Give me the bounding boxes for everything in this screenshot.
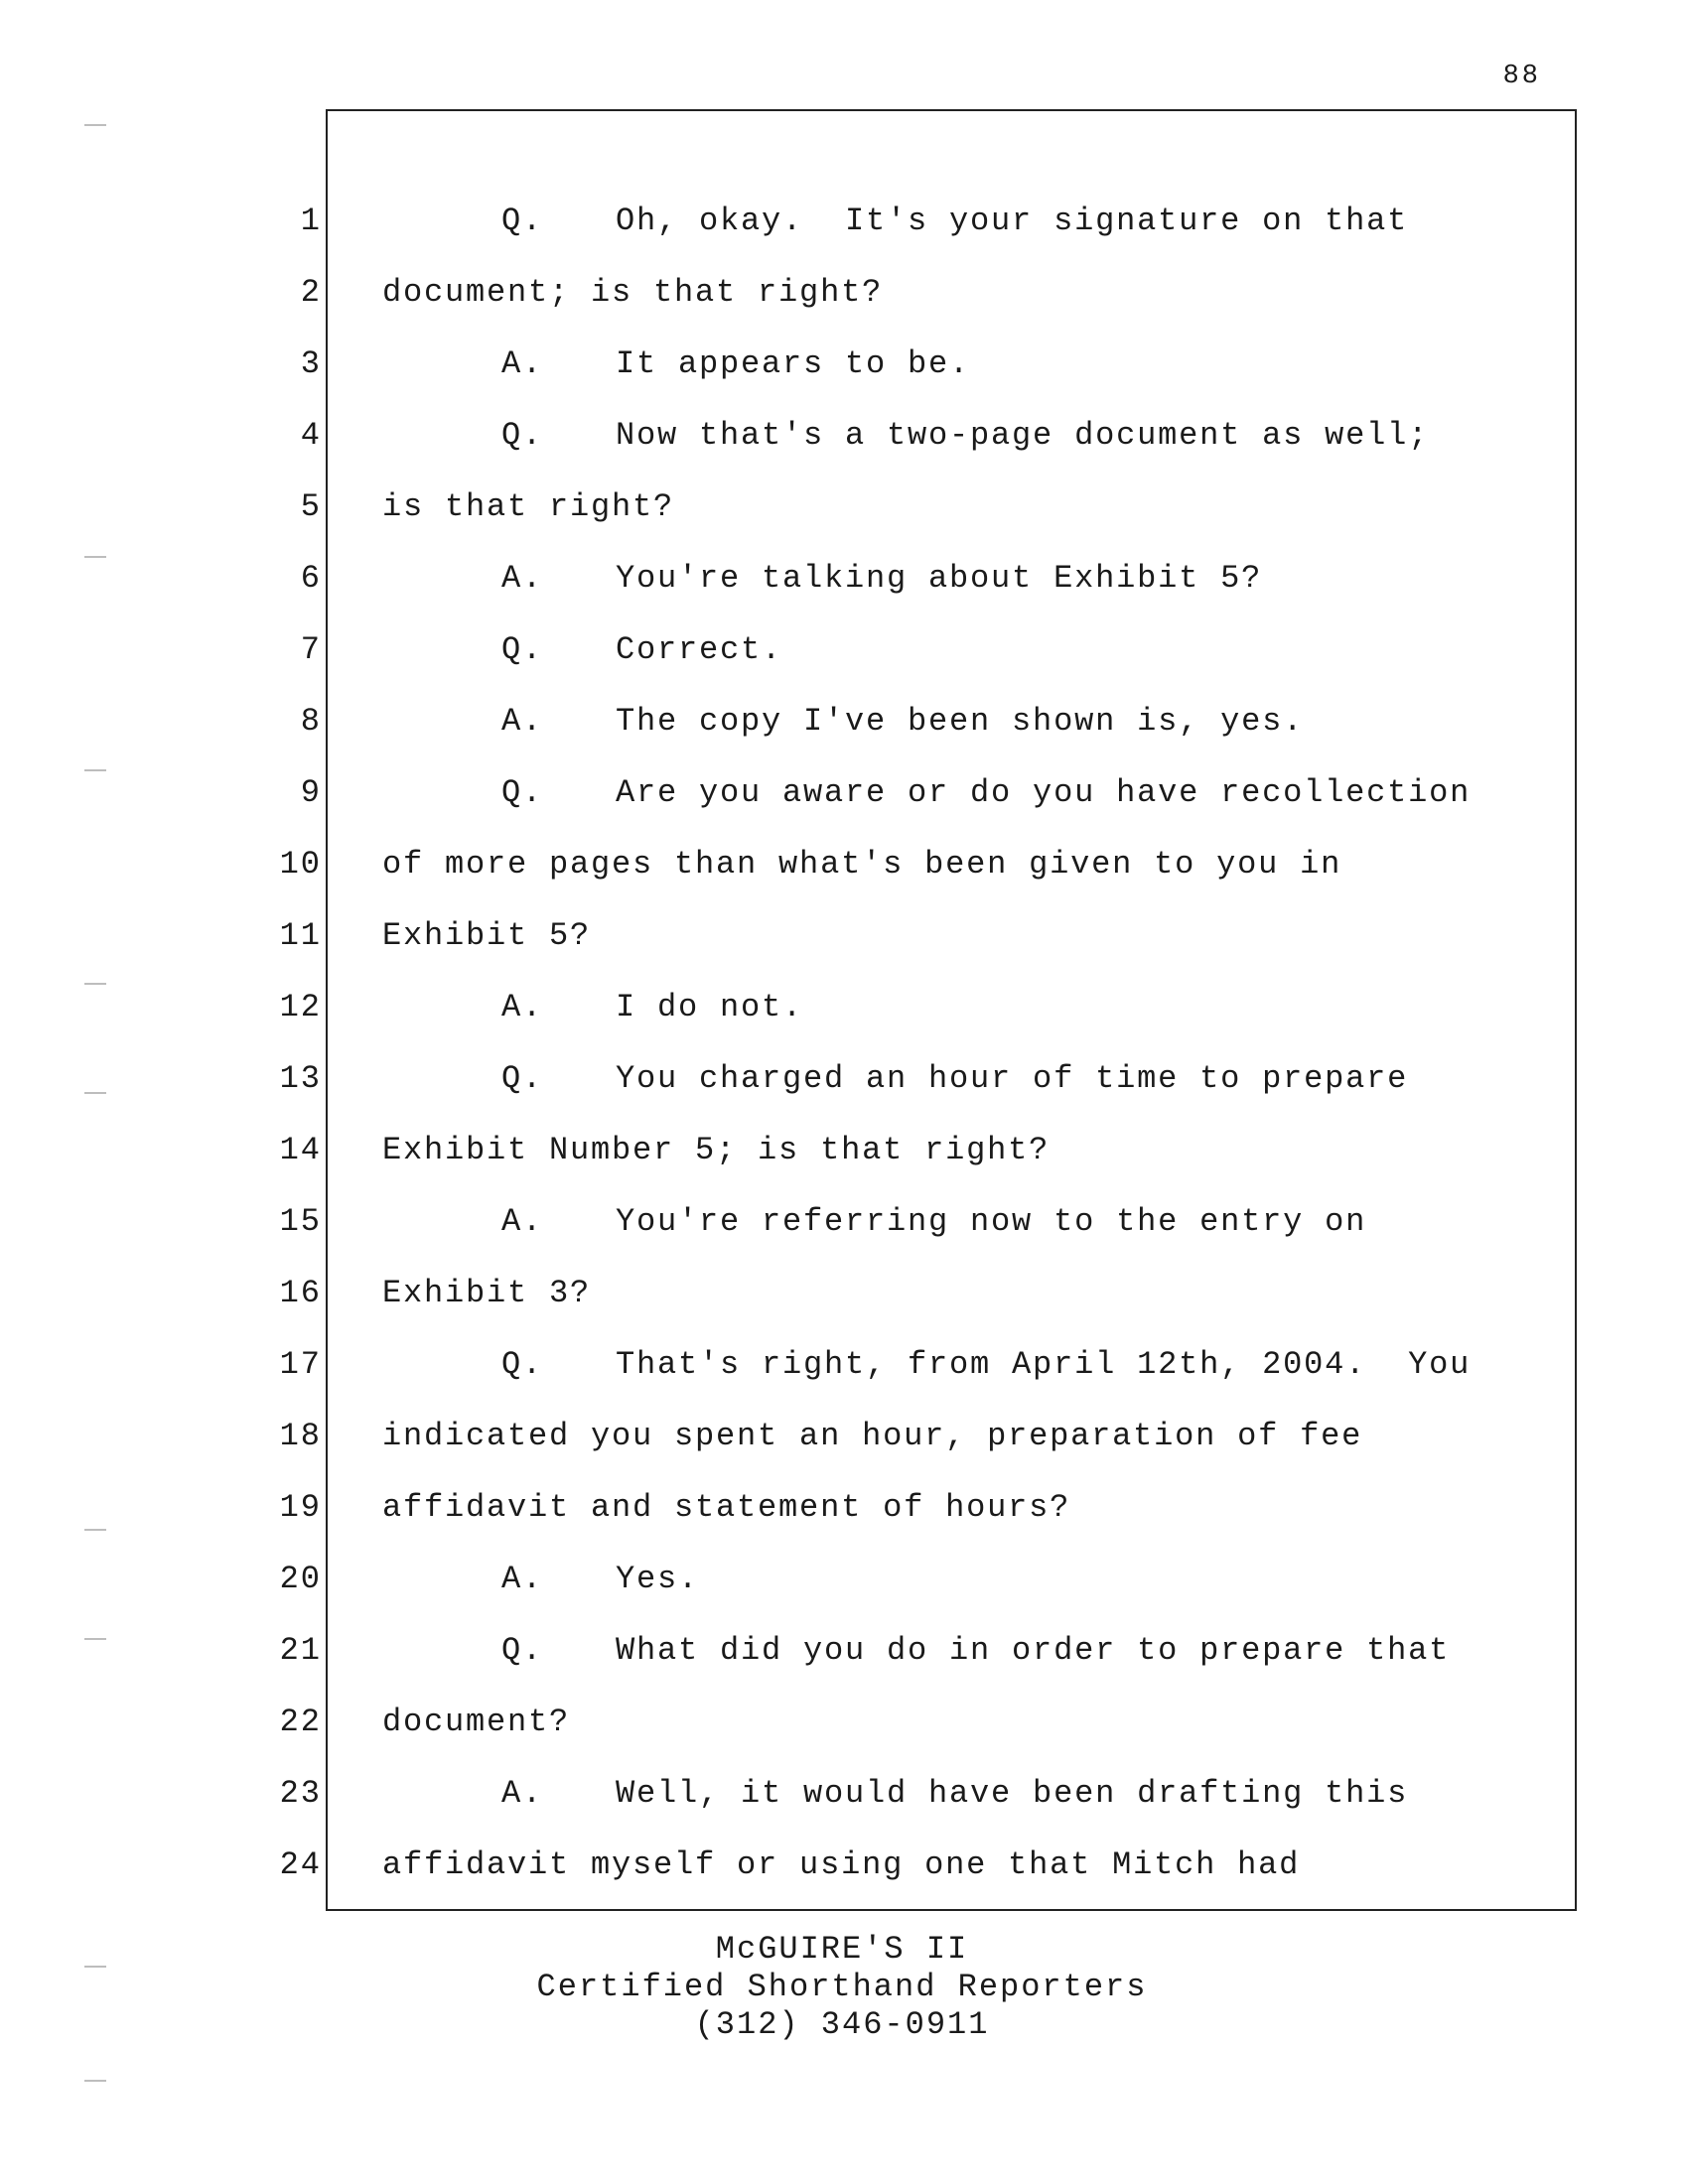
line-number: 22 — [279, 1704, 322, 1740]
line-text — [382, 1407, 1362, 1466]
line-text — [501, 406, 1429, 466]
transcript-line — [0, 1693, 1684, 1752]
speaker-label: Q. — [501, 1346, 544, 1383]
line-content: Yes. — [616, 1561, 700, 1597]
line-text — [382, 835, 1341, 894]
speaker-label: A. — [501, 1561, 544, 1597]
transcript-line — [0, 1335, 1684, 1395]
speaker-label: Q. — [501, 774, 544, 811]
transcript-line — [0, 1049, 1684, 1109]
transcript-line — [0, 906, 1684, 966]
line-text — [382, 1836, 1300, 1895]
line-content: Exhibit 5? — [382, 917, 592, 954]
line-text — [501, 192, 1408, 251]
binding-mark — [84, 2080, 106, 2082]
line-content: Exhibit Number 5; is that right? — [382, 1132, 1051, 1168]
transcript-line — [0, 1264, 1684, 1323]
line-content: It appears to be. — [616, 345, 971, 382]
line-text — [501, 335, 970, 394]
transcript-line — [0, 835, 1684, 894]
transcript-line — [0, 978, 1684, 1037]
binding-mark — [84, 1529, 106, 1531]
line-text — [501, 620, 782, 680]
line-content: That's right, from April 12th, 2004. You — [616, 1346, 1472, 1383]
line-number: 24 — [279, 1846, 322, 1883]
line-text — [382, 1478, 1070, 1538]
speaker-label: A. — [501, 560, 544, 597]
line-content: Correct. — [616, 631, 783, 668]
line-number: 17 — [279, 1346, 322, 1383]
line-content: affidavit myself or using one that Mitch had — [382, 1846, 1301, 1883]
line-content: is that right? — [382, 488, 675, 525]
line-text — [501, 1764, 1408, 1824]
reporter-tagline: Certified Shorthand Reporters — [536, 1969, 1148, 2005]
line-number: 15 — [279, 1203, 322, 1240]
binding-mark — [84, 1092, 106, 1094]
transcript-line — [0, 1192, 1684, 1252]
line-content: affidavit and statement of hours? — [382, 1489, 1071, 1526]
speaker-label: Q. — [501, 417, 544, 454]
binding-mark — [84, 1638, 106, 1640]
line-text — [501, 1621, 1450, 1681]
line-number: 10 — [279, 846, 322, 883]
transcript-line — [0, 549, 1684, 609]
line-text — [382, 478, 674, 537]
line-text — [501, 1049, 1408, 1109]
line-number: 6 — [300, 560, 322, 597]
transcript-line — [0, 406, 1684, 466]
speaker-label: A. — [501, 1203, 544, 1240]
line-number: 8 — [300, 703, 322, 740]
line-text — [501, 1335, 1471, 1395]
speaker-label: A. — [501, 703, 544, 740]
reporter-company: McGUIRE'S II — [715, 1931, 969, 1968]
line-text — [382, 1264, 591, 1323]
line-number: 14 — [279, 1132, 322, 1168]
speaker-label: A. — [501, 1775, 544, 1812]
line-content: Well, it would have been drafting this — [616, 1775, 1409, 1812]
speaker-label: A. — [501, 989, 544, 1025]
speaker-label: Q. — [501, 203, 544, 239]
line-number: 11 — [279, 917, 322, 954]
line-content: Now that's a two-page document as well; — [616, 417, 1430, 454]
speaker-label: A. — [501, 345, 544, 382]
line-number: 23 — [279, 1775, 322, 1812]
binding-mark — [84, 556, 106, 558]
transcript-line — [0, 1407, 1684, 1466]
line-content: You're referring now to the entry on — [616, 1203, 1367, 1240]
page-number: 88 — [1502, 62, 1541, 91]
transcript-line — [0, 763, 1684, 823]
reporter-phone: (312) 346-0911 — [694, 2006, 990, 2043]
line-content: What did you do in order to prepare that — [616, 1632, 1451, 1669]
line-number: 12 — [279, 989, 322, 1025]
line-number: 16 — [279, 1275, 322, 1311]
transcript-line — [0, 1764, 1684, 1824]
line-number: 5 — [300, 488, 322, 525]
line-number: 7 — [300, 631, 322, 668]
transcript-line — [0, 192, 1684, 251]
binding-mark — [84, 983, 106, 985]
transcript-line — [0, 1836, 1684, 1895]
transcript-line — [0, 478, 1684, 537]
line-content: I do not. — [616, 989, 804, 1025]
binding-mark — [84, 769, 106, 771]
line-text — [382, 1121, 1050, 1180]
speaker-label: Q. — [501, 1632, 544, 1669]
line-content: You're talking about Exhibit 5? — [616, 560, 1263, 597]
line-text — [501, 1192, 1366, 1252]
line-text — [382, 263, 883, 323]
transcript-line — [0, 692, 1684, 751]
transcript-line — [0, 1121, 1684, 1180]
transcript-line — [0, 263, 1684, 323]
line-text — [501, 1550, 699, 1609]
line-number: 4 — [300, 417, 322, 454]
line-number: 19 — [279, 1489, 322, 1526]
line-number: 13 — [279, 1060, 322, 1097]
line-content: The copy I've been shown is, yes. — [616, 703, 1305, 740]
transcript-line — [0, 335, 1684, 394]
binding-mark — [84, 124, 106, 126]
binding-mark — [84, 1966, 106, 1968]
reporter-footer — [0, 1931, 1684, 2044]
line-content: document? — [382, 1704, 571, 1740]
line-text — [382, 906, 591, 966]
line-content: Oh, okay. It's your signature on that — [616, 203, 1409, 239]
line-number: 2 — [300, 274, 322, 311]
line-number: 20 — [279, 1561, 322, 1597]
line-content: You charged an hour of time to prepare — [616, 1060, 1409, 1097]
line-text — [382, 1693, 570, 1752]
line-content: Are you aware or do you have recollection — [616, 774, 1472, 811]
line-text — [501, 978, 803, 1037]
speaker-label: Q. — [501, 1060, 544, 1097]
line-number: 21 — [279, 1632, 322, 1669]
line-content: of more pages than what's been given to you in — [382, 846, 1342, 883]
transcript-line — [0, 1550, 1684, 1609]
line-content: Exhibit 3? — [382, 1275, 592, 1311]
line-number: 3 — [300, 345, 322, 382]
transcript-line — [0, 620, 1684, 680]
speaker-label: Q. — [501, 631, 544, 668]
line-number: 1 — [300, 203, 322, 239]
transcript-line — [0, 1621, 1684, 1681]
line-text — [501, 549, 1262, 609]
transcript-line — [0, 1478, 1684, 1538]
line-text — [501, 692, 1304, 751]
line-content: document; is that right? — [382, 274, 884, 311]
line-number: 9 — [300, 774, 322, 811]
line-text — [501, 763, 1471, 823]
line-number: 18 — [279, 1418, 322, 1454]
line-content: indicated you spent an hour, preparation of fee — [382, 1418, 1363, 1454]
